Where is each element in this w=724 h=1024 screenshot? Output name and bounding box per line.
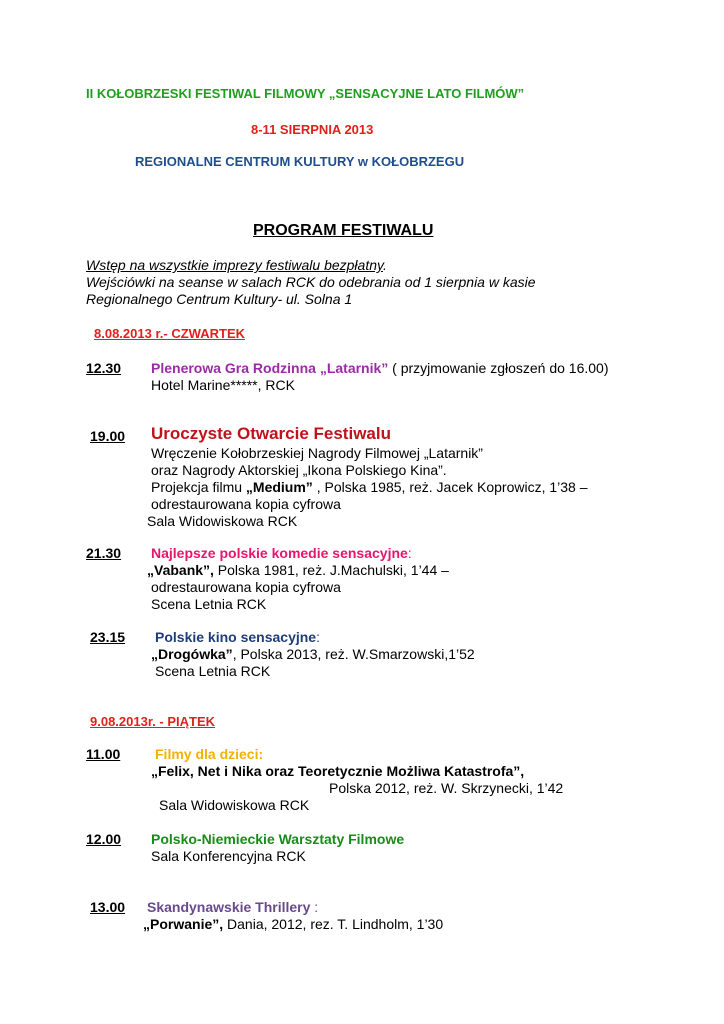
intro-tickets: Wejściówki na seanse w salach RCK do odebrania od 1 sierpnia w kasie (86, 274, 536, 290)
day2-event1-film: „Felix, Net i Nika oraz Teoretycznie Możliwa Katastrofa”, (151, 763, 525, 779)
day1-event2-film-info: , Polska 1985, reż. Jacek Koprowicz, 1’38 – (312, 479, 588, 495)
intro-free-entry-dot: . (382, 257, 387, 273)
day2-event1-time: 11.00 (86, 746, 121, 762)
day1-event1-place: Hotel Marine*****, RCK (151, 377, 295, 393)
intro-free-entry (86, 257, 387, 274)
day1-event3-title: Najlepsze polskie komedie sensacyjne (151, 545, 408, 561)
day2-event2-title: Polsko-Niemieckie Warsztaty Filmowe (151, 831, 405, 847)
festival-name: II KOŁOBRZESKI FESTIWAL FILMOWY „SENSACYJNE LATO FILMÓW” (86, 86, 525, 101)
day2-event2-time: 12.00 (86, 831, 122, 847)
day1-event4-colon: : (316, 629, 320, 645)
day2-heading: 9.08.2013r. - PIĄTEK (90, 714, 216, 729)
day1-event2-film: „Medium” (245, 479, 313, 495)
day1-event1-title: Plenerowa Gra Rodzinna „Latarnik” (151, 360, 389, 376)
day2-event3-colon: : (310, 899, 319, 915)
day1-event4-heading (155, 629, 320, 646)
day2-event3-film-line (143, 916, 443, 933)
intro-free-entry-text: Wstęp na wszystkie imprezy festiwalu bezpłatny (86, 257, 383, 273)
day1-heading: 8.08.2013 r.- CZWARTEK (94, 326, 245, 341)
day2-event3-time: 13.00 (90, 899, 126, 915)
day1-event2-place: Sala Widowiskowa RCK (147, 513, 298, 529)
day1-event2-line4: odrestaurowana kopia cyfrowa (151, 496, 341, 512)
day1-event4-time: 23.15 (90, 629, 126, 645)
day2-event3-heading (147, 899, 318, 916)
day1-event3-heading (151, 545, 412, 562)
day1-event2-line3 (151, 479, 588, 496)
day1-event3-line2: odrestaurowana kopia cyfrowa (151, 579, 341, 595)
day1-event1-note: ( przyjmowanie zgłoszeń do 16.00) (388, 360, 609, 376)
intro-address: Regionalnego Centrum Kultury- ul. Solna 1 (86, 291, 353, 307)
day2-event3-film-info: Dania, 2012, rez. T. Lindholm, 1’30 (223, 916, 444, 932)
day1-event3-colon: : (407, 545, 412, 561)
day2-event1-title: Filmy dla dzieci: (155, 746, 264, 762)
day1-event3-place: Scena Letnia RCK (151, 596, 267, 612)
day1-event4-place: Scena Letnia RCK (155, 663, 271, 679)
day1-event4-title: Polskie kino sensacyjne (155, 629, 317, 645)
day1-event4-film-line (151, 646, 475, 663)
day1-event2-title: Uroczyste Otwarcie Festiwalu (151, 424, 391, 443)
day1-event2-projection-label: Projekcja filmu (151, 479, 246, 495)
day1-event2-time: 19.00 (90, 428, 126, 444)
day1-event4-film: „Drogówka” (151, 646, 233, 662)
day2-event1-film-info: Polska 2012, reż. W. Skrzynecki, 1’42 (329, 780, 564, 796)
page-title: PROGRAM FESTIWALU (253, 222, 434, 239)
day1-event3-film: „Vabank”, (147, 562, 214, 578)
festival-venue: REGIONALNE CENTRUM KULTURY w KOŁOBRZEGU (135, 154, 465, 169)
day1-event1-time: 12.30 (86, 360, 122, 376)
day1-event3-time: 21.30 (86, 545, 122, 561)
day1-event1-line (151, 360, 609, 377)
day1-event4-film-info: , Polska 2013, reż. W.Smarzowski,1’52 (232, 646, 475, 662)
day2-event3-title: Skandynawskie Thrillery (147, 899, 311, 915)
day1-event2-line2: oraz Nagrody Aktorskiej „Ikona Polskiego Kina”. (151, 462, 447, 478)
day2-event3-film: „Porwanie”, (143, 916, 224, 932)
day1-event3-film-info: Polska 1981, reż. J.Machulski, 1’44 – (213, 562, 449, 578)
festival-dates: 8-11 SIERPNIA 2013 (251, 122, 374, 137)
day2-event1-place: Sala Widowiskowa RCK (159, 797, 310, 813)
day1-event3-film-line (147, 562, 449, 579)
day2-event2-place: Sala Konferencyjna RCK (151, 848, 306, 864)
day1-event2-line1: Wręczenie Kołobrzeskiej Nagrody Filmowej „Latarnik” (151, 445, 483, 461)
